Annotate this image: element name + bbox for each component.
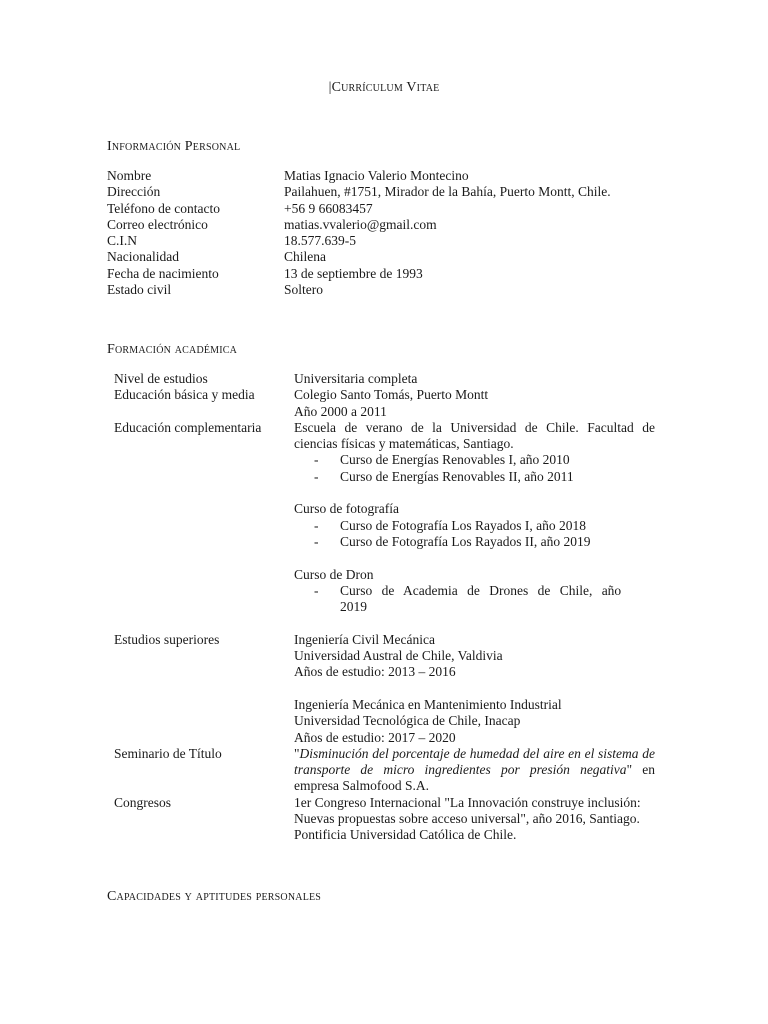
- school-years: Año 2000 a 2011: [294, 403, 387, 419]
- academic-row-higher: [114, 632, 655, 746]
- academic-label: Seminario de Título: [114, 745, 222, 761]
- capacities-heading: Capacidades y aptitudes personales: [107, 889, 322, 904]
- personal-value: Soltero: [284, 282, 323, 298]
- document-title: |Currículum Vitae: [328, 80, 440, 95]
- academic-label: Estudios superiores: [114, 631, 220, 647]
- dash-bullet: -: [314, 468, 319, 484]
- degree-years: Años de estudio: 2017 – 2020: [294, 729, 456, 745]
- academic-label: Educación básica y media: [114, 387, 255, 403]
- personal-row-email: [107, 217, 611, 233]
- personal-row-address: [107, 184, 611, 200]
- academic-label: Educación complementaria: [114, 419, 262, 435]
- academic-row-basic: [114, 387, 655, 420]
- dash-bullet: -: [314, 582, 319, 598]
- personal-label: Fecha de nacimiento: [107, 265, 219, 281]
- personal-row-name: [107, 168, 611, 184]
- degree-name: Ingeniería Civil Mecánica: [294, 631, 435, 647]
- course-item: [294, 452, 655, 468]
- dash-bullet: -: [314, 517, 319, 533]
- academic-row-level: [114, 371, 655, 387]
- personal-value: +56 9 66083457: [284, 200, 373, 216]
- course-item: [294, 469, 655, 485]
- course-item: [294, 583, 655, 616]
- personal-value: Pailahuen, #1751, Mirador de la Bahía, Puerto Montt, Chile.: [284, 184, 611, 200]
- course-text: Curso de Academia de Drones de Chile, año 2019: [340, 582, 622, 615]
- dash-bullet: -: [314, 452, 319, 468]
- personal-value: matias.vvalerio@gmail.com: [284, 216, 437, 232]
- personal-heading: Información Personal: [107, 139, 241, 154]
- personal-row-phone: [107, 201, 611, 217]
- thesis-company: " en empresa Salmofood S.A.: [294, 762, 655, 794]
- personal-row-birthdate: [107, 266, 611, 282]
- degree-years: Años de estudio: 2013 – 2016: [294, 664, 456, 680]
- personal-label: Teléfono de contacto: [107, 200, 221, 216]
- quote-mark: ": [294, 745, 300, 761]
- course-item: [294, 534, 655, 550]
- academic-value: [294, 420, 655, 616]
- personal-label: Dirección: [107, 184, 161, 200]
- personal-value: 13 de septiembre de 1993: [284, 265, 423, 281]
- drone-course-title: Curso de Dron: [294, 566, 374, 582]
- course-text: Curso de Energías Renovables I, año 2010: [340, 452, 570, 468]
- academic-section: [114, 371, 655, 844]
- academic-row-complementary: [114, 420, 655, 616]
- course-item: [294, 518, 655, 534]
- school-name: Colegio Santo Tomás, Puerto Montt: [294, 387, 489, 403]
- degree-name: Ingeniería Mecánica en Mantenimiento Industrial: [294, 696, 562, 712]
- personal-row-civil-status: [107, 282, 611, 298]
- personal-row-id: [107, 233, 611, 249]
- personal-value: 18.577.639-5: [284, 233, 356, 249]
- dash-bullet: -: [314, 533, 319, 549]
- photo-course-title: Curso de fotografía: [294, 501, 399, 517]
- course-text: Curso de Fotografía Los Rayados I, año 2018: [340, 517, 586, 533]
- personal-label: Estado civil: [107, 282, 172, 298]
- academic-row-thesis: [114, 746, 655, 795]
- thesis-title: Disminución del porcentaje de humedad del aire en el sistema de transporte de micro ingredientes por presión negativa: [294, 745, 655, 778]
- course-text: Curso de Energías Renovables II, año 2011: [340, 468, 574, 484]
- summer-school-text: Escuela de verano de la Universidad de Chile. Facultad de ciencias físicas y matemáticas, Santiago.: [294, 419, 655, 452]
- degree-university: Universidad Tecnológica de Chile, Inacap: [294, 713, 521, 729]
- personal-info: [107, 168, 611, 298]
- academic-label: Congresos: [114, 794, 171, 810]
- personal-label: Nombre: [107, 168, 152, 183]
- personal-value: Chilena: [284, 249, 326, 265]
- personal-label: Correo electrónico: [107, 216, 208, 232]
- personal-label: Nacionalidad: [107, 249, 179, 265]
- academic-row-congress: [114, 795, 655, 844]
- academic-label: Nivel de estudios: [114, 371, 208, 386]
- degree-university: Universidad Austral de Chile, Valdivia: [294, 648, 503, 664]
- academic-heading: Formación académica: [107, 342, 238, 357]
- thesis-text: [294, 746, 655, 795]
- personal-label: C.I.N: [107, 233, 137, 249]
- personal-value: Matias Ignacio Valerio Montecino: [284, 168, 469, 183]
- academic-value: [294, 387, 655, 420]
- personal-row-nationality: [107, 249, 611, 265]
- academic-value: Universitaria completa: [294, 371, 418, 386]
- academic-value: [294, 632, 655, 746]
- course-text: Curso de Fotografía Los Rayados II, año 2019: [340, 533, 591, 549]
- congress-text: 1er Congreso Internacional "La Innovación construye inclusión: Nuevas propuestas sobre acceso universal", año 2016, Santiago. Pontificia Universidad Católica de Chile.: [294, 794, 641, 843]
